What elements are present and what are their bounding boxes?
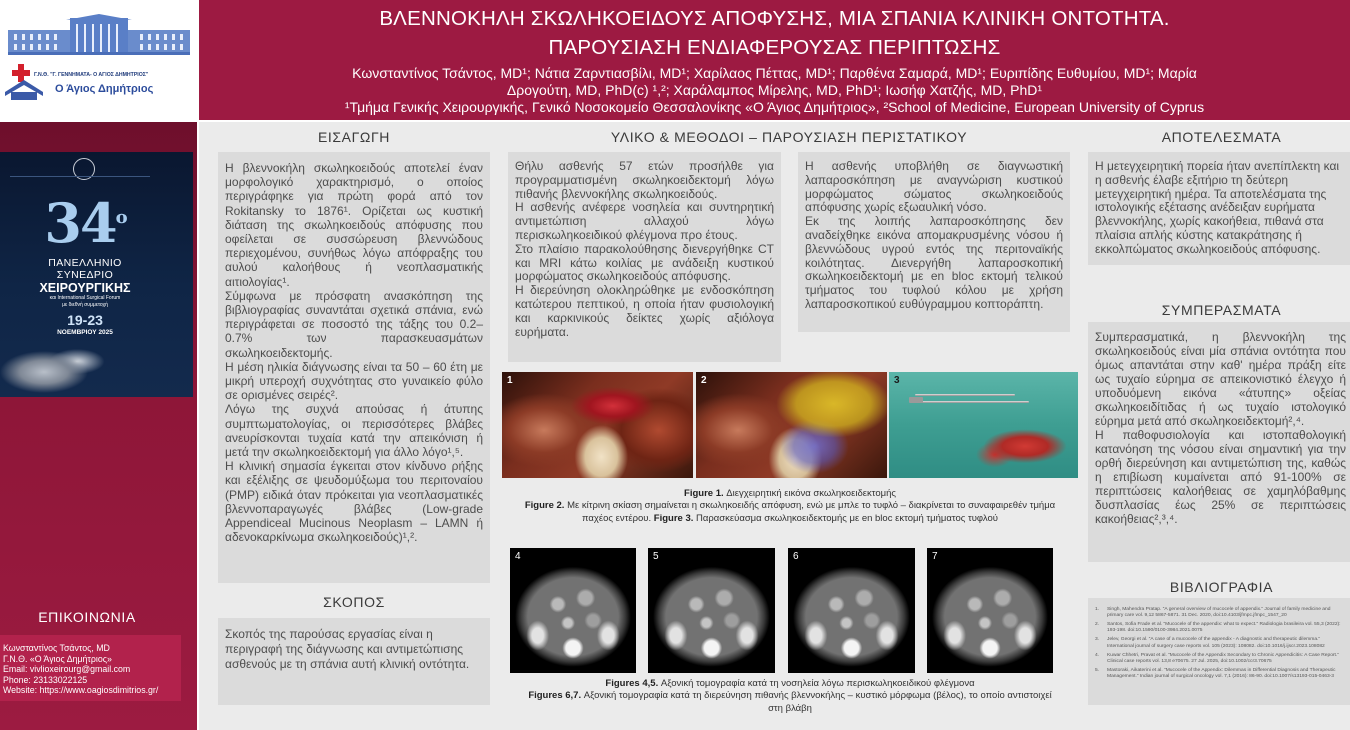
caption-text: Παρασκεύασμα σκωληκοειδεκτομής με en bloc εκτομή τμήματος τυφλού [696,512,998,524]
intro-paragraph: Σύμφωνα με πρόσφατη ανασκόπηση της βιβλιογραφίας συναντάται σχετικά σπάνια, ενώ περιγράφεται σε ποσοστό της τάξης του 0.2–0.7% των παρασκευασμάτων σκωληκοειδεκτομής. [225,288,483,360]
reference-number: 5. [1095,667,1100,673]
methods-heading: ΥΛΙΚΟ & ΜΕΘΟΔΟΙ – ΠΑΡΟΥΣΙΑΣΗ ΠΕΡΙΣΤΑΤΙΚΟΥ [610,129,968,145]
references-box [1088,598,1350,705]
photo-number: 1 [507,375,513,386]
reference-number: 4. [1095,652,1100,658]
authors-line-2: Δρογούτη, MD, PhD(c) ¹,²; Χαράλαμπος Μίρελης, MD, PhD¹; Ιωσήφ Χατζής, MD, PhD¹ [506,82,1043,98]
caption-label: Figure 2. [524,500,565,512]
congress-line-2: ΣΥΝΕΔΡΙΟ [56,269,114,281]
caption-figures-6-7 [525,690,1055,715]
forceps-instrument [919,401,1029,403]
intraoperative-photo-2-annotated [696,372,887,478]
reference-text: Jelev, Georgi et al. “A case of a mucocele of the appendix - A diagnostic and therapeutic dilemma.” International journal of surgery case reports vol. 105 (2023): 108082. doi:10.1016/j.ijscr.2023.108082 [1107,637,1325,649]
contact-heading: ΕΠΙΚΟΙΝΩΝΙΑ [38,609,136,625]
intro-box [218,152,490,583]
ct-number: 5 [653,551,659,562]
reference-text: Singh, Mahendra Pratap. “A general overview of mucocele of appendix.” Journal of family medicine and primary care vol. 9,12 5867-5871. 31 Dec. 2020, doi:10.4103/jfmpc.jfmpc_1547_20 [1107,607,1331,619]
author-list [199,65,1350,99]
reference-item [1095,668,1346,681]
intro-paragraph: Η κλινική σημασία έγκειται στον κίνδυνο ρήξης και εξέλιξης σε ψευδομύξωμα του περιτοναίου (PMP) ειδικά όταν πρόκειται για νεοπλασματικές βλεννοπαραγωγές βλάβες (Low-grade Appendiceal Mucinous Neoplasm – LAMN ή αδενοκαρκίνωμα σκωληκοειδούς)¹,². [225,459,483,545]
ct-scan-5 [648,548,775,673]
methods-paragraph: Η διερεύνηση ολοκληρώθηκε με ενδοσκόπηση κατώτερου πεπτικού, η οποία ήταν φυσιολογική και καρκινικούς δείκτες χωρίς αξιόλογα ευρήματα. [515,283,774,339]
hospital-building-icon [8,14,190,56]
robotic-hand-illustration [0,337,110,397]
congress-divider [10,176,150,179]
reference-text: Kuwar Chhetri, Pravat et al. “Mucocele of the Appendix Secondary to Chronic Appendicitis: A Case Report.” Clinical case reports vol. 13,8 e70675. 27 Jul. 2025, doi:10.1002/ccr3.70675 [1107,652,1339,664]
conclusions-heading: ΣΥΜΠΕΡΑΣΜΑΤΑ [1161,302,1282,318]
intro-heading: ΕΙΣΑΓΩΓΗ [317,129,391,145]
aim-heading: ΣΚΟΠΟΣ [323,594,385,610]
specimen-photo-3 [889,372,1078,478]
reference-text: Santos, Sofia Frade et al. “Mucocele of the appendix: what to expect.” Radiologia brasileira vol. 55,3 (2022): 193-198. doi:10.1590/0100-3984.2021.0075 [1107,622,1341,634]
affiliations: ¹Τμήμα Γενικής Χειρουργικής, Γενικό Νοσοκομείο Θεσσαλονίκης «Ο Άγιος Δημήτριος», ²School of Medicine, European University of Cyprus [344,99,1205,115]
caption-text: Διεγχειρητική εικόνα σκωληκοειδεκτομής [726,488,896,499]
photo-number: 2 [701,375,707,386]
caption-figure-2-3 [520,500,1060,525]
photo-number: 3 [894,375,900,386]
contact-email: Email: vivlioxeirourg@gmail.com [3,664,131,675]
caption-figure-1 [520,488,1060,500]
title-line-2: ΠΑΡΟΥΣΙΑΣΗ ΕΝΔΙΑΦΕΡΟΥΣΑΣ ΠΕΡΙΠΤΩΣΗΣ [548,36,1001,59]
methods-paragraph: Η ασθενής ανέφερε νοσηλεία και συντηρητική αντιμετώπιση αλλαχού λόγω περισκωληκοειδικού φλέγμονα προ έτους. [515,200,774,242]
title-line-1: ΒΛΕΝΝΟΚΗΛΗ ΣΚΩΛΗΚΟΕΙΔΟΥΣ ΑΠΟΦΥΣΗΣ, ΜΙΑ ΣΠΑΝΙΑ ΚΛΙΝΙΚΗ ΟΝΤΟΤΗΤΑ. [379,7,1170,30]
intro-paragraph: Η βλεννοκήλη σκωληκοειδούς αποτελεί έναν μορφολογικό χαρακτηρισμό, ο οποίος περιγράφηκε για πρώτη φορά από τον Rokitansky το 1876¹. Ορίζεται ως κυστική διάταση της σκωληκοειδούς απόφυσης που οφείλεται σε συσσώρευση βλεννώδους περιεχομένου, συνήθως λόγω απόφραξης του αυλού καλοήθους ή νεοπλασματικής αιτιολογίας¹. [225,161,483,289]
ct-scan-6 [788,548,915,673]
aim-box [218,618,490,705]
ct-number: 7 [932,551,938,562]
hospital-logo-panel [0,0,197,120]
caption-figures-4-5 [525,678,1055,690]
contact-phone: Phone: 23133022125 [3,674,88,685]
authors-line-1: Κωνσταντίνος Τσάντος, MD¹; Νάτια Ζαρντιασβίλι, MD¹; Χαρίλαος Πέττας, MD¹; Παρθένα Σαμαρά, MD¹; Ευριπίδης Ευθυμίου, MD¹; Μαρία [352,65,1197,81]
reference-item [1095,607,1346,620]
congress-line-4: και International Surgical Forum [49,295,121,301]
hospital-full-name: Γ.Ν.Θ. "Γ. ΓΕΝΝΗΜΑΤΑ- Ο ΑΓΙΟΣ ΔΗΜΗΤΡΙΟΣ" [34,72,149,78]
reference-number: 2. [1095,622,1100,628]
conclusions-paragraph: Συμπερασματικά, η βλεννοκήλη της σκωληκοειδούς είναι μία σπάνια οντότητα που όμως απαντάται στην καθ' ημέρα πράξη είτε ως τυχαίο εύρημα σε απεικονιστικό έλεγχο ή υποδυόμενη εικόνα «άτυπης» οξείας σκωληκοειδίτιδας ή ως τυχαίο ιστολογικό εύρημα μετά από σκωληκοειδεκτομή²,⁴. [1095,330,1346,428]
caption-label: Figures 4,5. [605,678,659,689]
reference-item [1095,653,1346,666]
references-heading: ΒΙΒΛΙΟΓΡΑΦΙΑ [1169,579,1274,595]
methods-box-1 [508,152,781,362]
poster-title [199,4,1350,62]
ct-number: 4 [515,551,521,562]
reference-text: Mastoraki, Aikaterini et al. “Mucocele of the Appendix: Dilemmas in Differential Diagnosis and Therapeutic Management.” Indian journal of surgical oncology vol. 7,1 (2016): 86-90. doi:10.1007/s13193-015-0463-3 [1107,667,1336,680]
methods-paragraph: Εκ της λοιπής λαπαροσκόπησης δεν αναδείχθηκε εικόνα απομακρυσμένης νόσου ή βλεννώδους υγρού εντός της περιτοναϊκής κοιλότητας. Διενεργήθη λαπαροσκοπική σκωληκοειδεκτομή με en bloc εκτομή τελικού τμήματος του τυφλού κόλου με χρήση λαπαροσκοπικού ευθύγραμμου κοπτοράπτη. [805,214,1063,311]
figure-captions-4-7 [525,678,1055,715]
contact-box [0,635,181,701]
contact-name: Κωνσταντίνος Τσάντος, MD [3,643,110,653]
caption-text: Αξονική τομογραφία κατά τη διερεύνηση πιθανής βλεννοκήλης – κυστικό μόρφωμα (βέλος), το οποίο αντιστοιχεί στη βλάβη [583,690,1052,714]
congress-dates: 19-23 [67,312,103,328]
ct-scan-4 [510,548,636,673]
results-box [1088,152,1350,265]
forceps-handle [909,397,923,403]
methods-paragraph: Θήλυ ασθενής 57 ετών προσήλθε για προγραμματισμένη σκωληκοειδεκτομή λόγω πιθανής βλεννοκήλης σκωληκοειδούς. [515,159,774,201]
intro-paragraph: Η μέση ηλικία διάγνωσης είναι τα 50 – 60 έτη με μικρή υπεροχή συχνότητας στο γυναικείο φύλο σε ορισμένες σειρές². [225,359,483,403]
aim-text: Σκοπός της παρούσας εργασίας είναι η περιγραφή της διάγνωσης και αντιμετώπισης ασθενούς με τη σπάνια αυτή κλινική οντότητα. [225,627,470,671]
forceps-instrument [915,394,1015,396]
caption-label: Figure 3. [653,512,694,524]
congress-ordinal: ο [115,207,126,228]
reference-item [1095,622,1346,635]
reference-item [1095,637,1346,650]
methods-box-2 [798,152,1070,332]
figure-captions-1-3 [520,488,1060,525]
results-text: Η μετεγχειρητική πορεία ήταν ανεπίπλεκτη και η ασθενής έλαβε εξιτήριο τη δεύτερη μετεγχειρητική ημέρα. Τα αποτελέσματα της ιστολογικής εξέτασης ανέδειξαν ευρήματα βλεννοκήλης, χωρίς κακοήθεια, πιθανά στα πλαίσια απλής κύστης κατακράτησης ή εκκολπώματος σκωληκοειδούς απόφυσης. [1095,159,1340,256]
congress-line-1: ΠΑΝΕΛΛΗΝΙΟ [48,257,122,269]
congress-number-value: 34 [44,191,116,255]
caption-text: Με κίτρινη σκίαση σημαίνεται η σκωληκοειδής απόφυση, ενώ με μπλε το τυφλό – διακρίνεται το συναφαιρεθέν τμήμα παχέος εντέρου. [567,500,1056,524]
reference-number: 1. [1095,607,1100,612]
congress-line-5: με διεθνή συμμετοχή [62,302,108,308]
conclusions-paragraph: Η παθοφυσιολογία και ιστοπαθολογική κατανόηση της νόσου είναι σημαντική για την ορθή διερεύνηση και αντιμετώπιση της, καθώς η επιβίωση κυμαίνεται από 91-100% σε περιπτώσεις καλοήθειας σε χαμηλόβαθμης δυσπλασίας έως 25% σε περιπτώσεις κακοήθειας²,³,⁴. [1095,428,1346,526]
caption-text: Αξονική τομογραφία κατά τη νοσηλεία λόγω περισκωληκοειδικού φλέγμονα [660,678,975,689]
hospital-short-name: Ο Άγιος Δημήτριος [55,83,154,95]
caption-label: Figures 6,7. [528,690,582,702]
conclusions-box [1088,322,1350,562]
intro-paragraph: Λόγω της συχνά απούσας ή άτυπης συμπτωματολογίας, οι περισσότερες βλάβες ανευρίσκονται τυχαία κατά την απεικόνιση ή μετά την σκωληκοειδεκτομή για άλλο λόγο¹,⁵. [225,402,483,460]
congress-banner [0,152,193,397]
contact-hospital: Γ.Ν.Θ. «Ο Άγιος Δημήτριος» [3,653,112,664]
congress-month: ΝΟΕΜΒΡΙΟΥ 2025 [57,329,113,336]
methods-paragraph: Η ασθενής υποβλήθη σε διαγνωστική λαπαροσκόπηση με αναγνώριση κυστικού μορφώματος σώματος σκωληκοειδούς απόφυσης χωρίς εξωαυλική νόσο. [805,159,1063,215]
congress-line-3: ΧΕΙΡΟΥΡΓΙΚΗΣ [39,281,131,295]
caption-label: Figure 1. [684,488,724,499]
ct-number: 6 [793,551,799,562]
poster-header [199,0,1350,120]
congress-number [0,190,170,255]
results-heading: ΑΠΟΤΕΛΕΣΜΑΤΑ [1161,129,1282,145]
methods-paragraph: Στο πλαίσιο παρακολούθησης διενεργήθηκε CT και MRI κάτω κοιλίας με ανάδειξη κυστικού μορφώματος σκωληκοειδούς απόφυσης. [515,241,774,284]
reference-number: 3. [1095,637,1100,643]
hospital-cross-emblem-icon [3,62,45,102]
contact-website: Website: https://www.oagiosdimitrios.gr/ [3,685,159,696]
intraoperative-photo-1 [502,372,693,478]
ct-scan-7 [927,548,1053,673]
